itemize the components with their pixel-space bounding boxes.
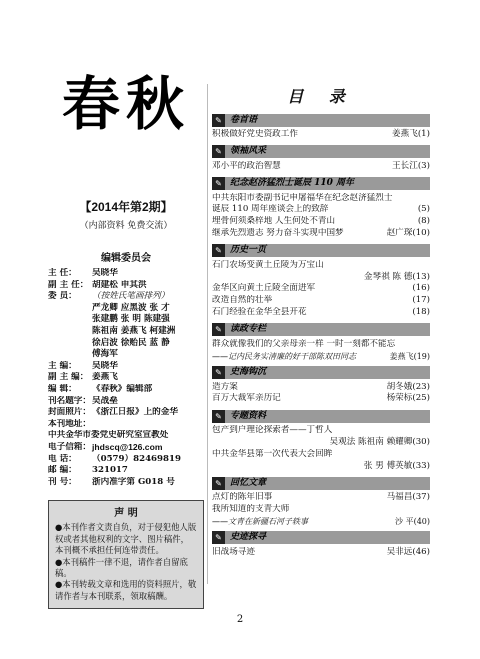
toc-entry-author-page	[426, 449, 430, 461]
credit-label: 编 辑：	[48, 383, 77, 394]
toc-entry-title: 点灯的陈年旧事	[212, 492, 273, 503]
credit-value: 《浙江日报》上的金华	[92, 407, 178, 418]
member-line: 严龙卿 应黑波 张 才	[92, 302, 170, 313]
toc-entry-title: 金华区向黄土丘陵全面进军	[212, 283, 316, 294]
pen-icon: ✎	[212, 410, 225, 423]
toc-section-header	[212, 145, 430, 159]
credit-row	[48, 268, 204, 280]
toc-entry-title: 改造自然的壮举	[212, 295, 273, 306]
toc-entry-author-page: 姜燕飞(19)	[389, 351, 430, 361]
credit-label: 委 员：	[48, 291, 77, 302]
toc-entry-title: 造方案	[212, 381, 238, 392]
toc-section-label: 史迹探寻	[225, 531, 430, 544]
toc-entry-title: 积极做好党史资政工作	[212, 129, 298, 139]
toc-entry-title: 旧战场寻迹	[212, 546, 255, 557]
credit-label: 电子信箱：	[48, 441, 91, 452]
toc-section-label: 历史一页	[225, 244, 430, 257]
column-divider	[207, 84, 208, 584]
credit-label: 电 话：	[48, 453, 77, 464]
toc-section-label: 领袖风采	[225, 145, 430, 158]
toc-entry-title: 中共金华县第一次代表大会回眸	[212, 448, 333, 459]
page-number: 2	[236, 614, 244, 625]
credit-label: 副 主 任：	[48, 279, 89, 290]
toc-entry-author-page	[426, 260, 430, 272]
toc-entry-author-page: 马福昌(37)	[386, 492, 430, 503]
toc-section-header	[212, 177, 430, 191]
toc-entry[interactable]	[212, 295, 430, 307]
toc-entry-author-page: 姜燕飞(1)	[392, 129, 430, 139]
left-column	[48, 40, 204, 609]
toc-entry[interactable]	[212, 351, 430, 362]
toc-entry[interactable]	[212, 461, 430, 473]
pen-icon: ✎	[212, 145, 225, 158]
toc-entry-title: 继承先烈遗志 努力奋斗实现中国梦	[212, 227, 344, 238]
member-line: 徐启波 徐贻民 蓝 静	[92, 337, 170, 348]
credit-row	[48, 372, 204, 384]
toc-entry-author-page: (16)	[412, 283, 430, 294]
toc-section-header	[212, 409, 430, 423]
credit-row	[48, 396, 204, 408]
statement-item: ●本刊转载文章和选用的资料照片，敬请作者与本刊联系，领取稿酬。	[55, 579, 197, 601]
credit-label: 主 编：	[48, 360, 77, 371]
toc-section-header	[212, 244, 430, 258]
member-line: 陈祖南 姜燕飞 柯建洲	[92, 325, 176, 336]
toc-entry[interactable]	[212, 129, 430, 141]
toc-entry-title: 包产到户理论探索者——丁哲人	[212, 425, 333, 436]
toc-entry-author-page	[426, 425, 430, 437]
toc-section-header	[212, 476, 430, 490]
toc-entry[interactable]	[212, 193, 430, 205]
credit-value: 吴战垒	[92, 395, 118, 406]
toc-entry[interactable]	[212, 382, 430, 394]
toc-entry-author-page: 杨荣标(25)	[386, 393, 430, 404]
statement-box	[48, 500, 204, 609]
toc-title: 目 录	[287, 87, 355, 106]
toc-entry-author-page: 张 男 傅英敏(33)	[363, 460, 430, 471]
toc-section-header	[212, 366, 430, 380]
toc-entry-title	[212, 461, 360, 473]
pen-icon: ✎	[212, 477, 225, 490]
toc-entry-author-page	[426, 193, 430, 205]
toc-entry[interactable]	[212, 437, 430, 449]
table-of-contents	[212, 84, 430, 559]
toc-section-label: 回忆文章	[225, 477, 430, 490]
toc-entry[interactable]	[212, 204, 430, 216]
toc-entry-title	[212, 272, 360, 284]
toc-section-label: 专题资料	[225, 410, 430, 423]
credit-value: 姜燕飞	[92, 372, 118, 383]
member-line: 傅海军	[92, 349, 118, 360]
license-value: 浙内准字第 G018 号	[92, 476, 175, 487]
statement-title: 声 明	[114, 508, 138, 520]
credit-row	[48, 465, 204, 477]
toc-entry[interactable]	[212, 161, 430, 173]
credit-value	[92, 419, 204, 431]
credits-block	[48, 268, 204, 488]
toc-entry[interactable]	[212, 425, 430, 437]
pen-icon: ✎	[212, 323, 225, 336]
toc-entry-author-page: 赵广琛(10)	[386, 227, 430, 238]
email-value: jhdscq@126.com	[92, 441, 163, 452]
toc-entry-author-page	[426, 504, 430, 516]
pen-icon: ✎	[212, 177, 225, 190]
pen-icon: ✎	[212, 531, 225, 544]
credit-label: 副 主 编：	[48, 372, 89, 383]
credit-value: 吴晓华	[92, 360, 118, 371]
credit-row	[48, 419, 204, 431]
member-line: 张建鹏 张 明 陈建强	[92, 314, 170, 325]
toc-entry[interactable]	[212, 449, 430, 461]
credit-label: 刊 号：	[48, 476, 77, 487]
toc-entry[interactable]	[212, 339, 430, 351]
toc-entry[interactable]	[212, 260, 430, 272]
toc-entry-title: 石门经验在金华全县开花	[212, 306, 307, 317]
toc-entry-title: 百万大裁军亲历记	[212, 393, 281, 404]
credit-row	[48, 454, 204, 466]
toc-entry-title: 石门农场变黄土丘陵为万宝山	[212, 259, 324, 270]
toc-section-label: 卷首语	[225, 114, 430, 127]
credit-row	[48, 280, 204, 292]
toc-section-label: 读政专栏	[225, 323, 430, 336]
toc-entry-author-page: 金琴祺 陈 德(13)	[363, 271, 430, 282]
toc-entry[interactable]	[212, 216, 430, 228]
toc-entry-author-page: (5)	[417, 204, 430, 215]
credit-label: 刊名题字：	[48, 395, 91, 406]
toc-section-label: 史海钩沉	[225, 366, 430, 379]
credit-row	[48, 477, 204, 489]
toc-entry-author-page	[426, 339, 430, 351]
credit-row	[48, 407, 204, 419]
toc-entry[interactable]	[212, 492, 430, 504]
credit-value: 吴晓华	[92, 268, 118, 278]
toc-entry-title: 中共东阳市委副书记申屠福华在纪念赵济猛烈士	[212, 192, 393, 203]
toc-entry-title	[212, 437, 326, 449]
credit-label: 主 任：	[48, 268, 77, 278]
toc-entry[interactable]	[212, 393, 430, 405]
credit-label: 本刊地址：	[48, 418, 91, 429]
pen-icon: ✎	[212, 244, 225, 257]
toc-section-label: 纪念赵济猛烈士诞辰 110 周年	[225, 177, 430, 190]
credit-value: 胡建松 申其洪	[92, 279, 147, 290]
credit-row	[48, 384, 204, 396]
toc-entry[interactable]	[212, 283, 430, 295]
toc-section-header	[212, 531, 430, 545]
toc-entry[interactable]	[212, 547, 430, 559]
magazine-logo: 春秋	[61, 70, 190, 138]
toc-entry-title: 埋骨何须桑梓地 人生何处不青山	[212, 216, 336, 227]
toc-entry[interactable]	[212, 504, 430, 516]
pen-icon: ✎	[212, 114, 225, 127]
statement-item: ●本刊稿件一律不退，请作者自留底稿。	[55, 556, 188, 578]
credit-value: 《春秋》编辑部	[92, 383, 153, 394]
statement-item: ●本刊作者文责自负，对于侵犯他人版权或者其他权利的文字、图片稿件，本刊概不承担任何连带责任。	[55, 522, 197, 556]
credit-row	[48, 430, 204, 442]
toc-entry-author-page: 王长江(3)	[392, 160, 430, 171]
toc-entry-author-page: (17)	[412, 295, 430, 306]
phone-value: （0579）82469819	[92, 453, 181, 464]
credit-row	[48, 442, 204, 454]
toc-entry-title: 邓小平的政治智慧	[212, 160, 281, 171]
distribution-note: （内部资料 免费交流）	[79, 221, 173, 231]
issue-number: 【2014年第2期】	[79, 200, 173, 214]
toc-entry-author-page: 胡冬娥(23)	[386, 381, 430, 392]
postcode-value: 321017	[92, 465, 128, 476]
toc-entry[interactable]	[212, 516, 430, 527]
credit-label: 封面照片：	[48, 407, 91, 418]
toc-entry-author-page: (8)	[417, 216, 430, 227]
toc-entry[interactable]	[212, 272, 430, 284]
toc-section-header	[212, 113, 430, 127]
committee-title: 编辑委员会	[101, 253, 151, 264]
credit-row	[48, 291, 204, 303]
toc-entry-title: ——记内民务实清廉的好干部陈双田同志	[212, 351, 356, 361]
credit-row	[48, 361, 204, 373]
toc-entry[interactable]	[212, 228, 430, 240]
toc-sections	[212, 113, 430, 559]
toc-entry-title: ——文青在新疆石河子轶事	[212, 516, 308, 526]
toc-entry-author-page: 吴观法 陈祖南 赖耀卿(30)	[329, 436, 430, 447]
toc-entry-title: 我所知道的支青大师	[212, 504, 290, 515]
toc-entry-title: 群众就像我们的父亲母亲一样 一时一刻都不能忘	[212, 338, 396, 349]
toc-entry-author-page: 吴非远(46)	[386, 546, 430, 557]
toc-entry[interactable]	[212, 307, 430, 319]
credit-value: 中共金华市委党史研究室宣教处	[48, 430, 169, 441]
toc-section-header	[212, 323, 430, 337]
toc-entry-title: 诞辰 110 周年座谈会上的致辞	[212, 204, 329, 215]
toc-entry-author-page: 沙 平(40)	[395, 516, 430, 526]
credit-label: 邮 编：	[48, 465, 77, 476]
pen-icon: ✎	[212, 366, 225, 379]
credit-value: （按姓氏笔画排列）	[92, 291, 170, 302]
toc-entry-author-page: (18)	[412, 306, 430, 317]
